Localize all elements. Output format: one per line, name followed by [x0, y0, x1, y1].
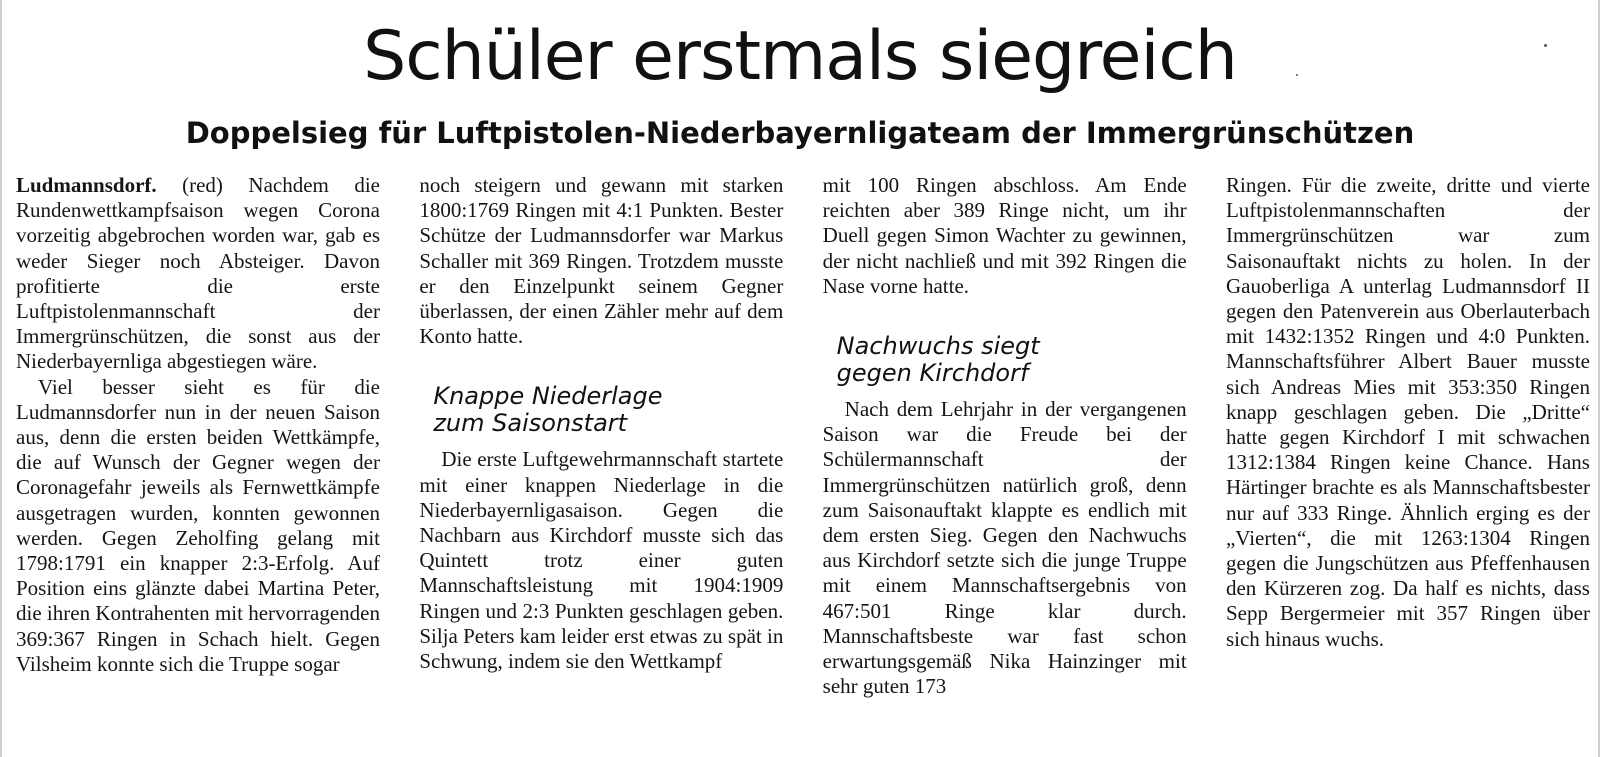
scan-speck [1296, 74, 1298, 76]
article-column-3 [823, 173, 1187, 743]
paragraph-text: (red) Nachdem die Rundenwettkampfsaison wegen Corona vorzeitig abgebrochen worden war, gab es weder Sieger noch Absteiger. Davon profitierte die erste Luftpistolenmannschaft der Immergrünschützen, die sonst aus der Niederbayernliga abgestiegen wäre. [16, 173, 380, 374]
paragraph: Die erste Luftgewehrmannschaft startete mit einer knappen Niederlage in die Niederbayernligasaison. Gegen die Nachbarn aus Kirchdorf musste sich das Quintett trotz einer guten Mannschaftsleistung mit 1904:1909 Ringen und 2:3 Punkten geschlagen geben. Silja Peters kam leider erst etwas zu spät in Schwung, indem sie den Wettkampf [419, 447, 784, 674]
scan-speck [1544, 44, 1547, 47]
paragraph [16, 173, 380, 375]
section-heading-line: zum Saisonstart [433, 409, 628, 438]
article-column-1 [16, 173, 380, 743]
section-heading-line: Knappe Niederlage [433, 382, 663, 411]
headline: Schüler erstmals siegreich [363, 17, 1237, 96]
paragraph: Ringen. Für die zweite, dritte und vierte Luftpistolenmannschaften der Immergrünschützen war zum Saisonauftakt nichts zu holen. In der Gauoberliga A unterlag Ludmannsdorf II gegen den Patenverein aus Oberlauterbach mit 1432:1352 Ringen und 4:0 Punkten. Mannschaftsführer Albert Bauer musste sich Andreas Mies mit 353:350 Ringen knapp geschlagen geben. Die „Dritte“ hatte gegen Kirchdorf I mit schwachen 1312:1384 Ringen keine Chance. Hans Härtinger brachte es als Mannschaftsbester nur auf 333 Ringe. Ähnlich erging es der „Vierten“, die mit 1263:1304 Ringen gegen die Jungschützen aus Pfeffenhausen den Kürzeren zog. Da half es nichts, dass Sepp Bergermeier mit 357 Ringen über sich hinaus wuchs. [1225, 173, 1590, 651]
section-heading-knappe-niederlage [419, 383, 783, 437]
section-heading-nachwuchs-siegt [823, 333, 1187, 387]
paragraph: mit 100 Ringen abschloss. Am Ende reichten aber 389 Ringe nicht, um ihr Duell gegen Simon Wachter zu gewinnen, der nicht nachließ und mit 392 Ringen die Nase vorne hatte. [822, 173, 1187, 298]
section-heading-line: Nachwuchs siegt [836, 332, 1040, 361]
article-column-4 [1226, 173, 1590, 743]
subheadline: Doppelsieg für Luftpistolen-Niederbayernligateam der Immergrünschützen [185, 116, 1415, 150]
paragraph: noch steigern und gewann mit starken 1800:1769 Ringen mit 4:1 Punkten. Bester Schütze der Ludmannsdorfer war Markus Schaller mit 369 Ringen. Trotzdem musste er den Einzelpunkt seinem Gegner überlassen, der einen Zähler mehr auf dem Konto hatte. [419, 173, 784, 349]
dateline: Ludmannsdorf. [16, 173, 157, 197]
paragraph: Viel besser sieht es für die Ludmannsdorfer nun in der neuen Saison aus, denn die ersten beiden Wettkämpfe, die auf Wunsch der Gegner wegen der Coronagefahr jeweils als Fernwettkämpfe ausgetragen wurden, konnten gewonnen werden. Gegen Zeholfing gelang mit 1798:1791 ein knapper 2:3-Erfolg. Auf Position eins glänzte dabei Martina Peter, die ihren Kontrahenten mit hervorragenden 369:367 Ringen in Schach hielt. Gegen Vilsheim konnte sich die Truppe sogar [16, 374, 380, 676]
article-body [16, 173, 1590, 743]
article-column-2 [419, 173, 783, 743]
paragraph: Nach dem Lehrjahr in der vergangenen Saison war die Freude bei der Schülermannschaft der Immergrünschützen natürlich groß, denn zum Saisonauftakt klappte es endlich mit dem ersten Sieg. Gegen den Nachwuchs aus Kirchdorf setzte sich die junge Truppe mit einem Mannschaftsergebnis von 467:501 Ringe klar durch. Mannschaftsbeste war fast schon erwartungsgemäß Nika Hainzinger mit sehr guten 173 [822, 397, 1187, 699]
section-heading-line: gegen Kirchdorf [836, 359, 1029, 388]
